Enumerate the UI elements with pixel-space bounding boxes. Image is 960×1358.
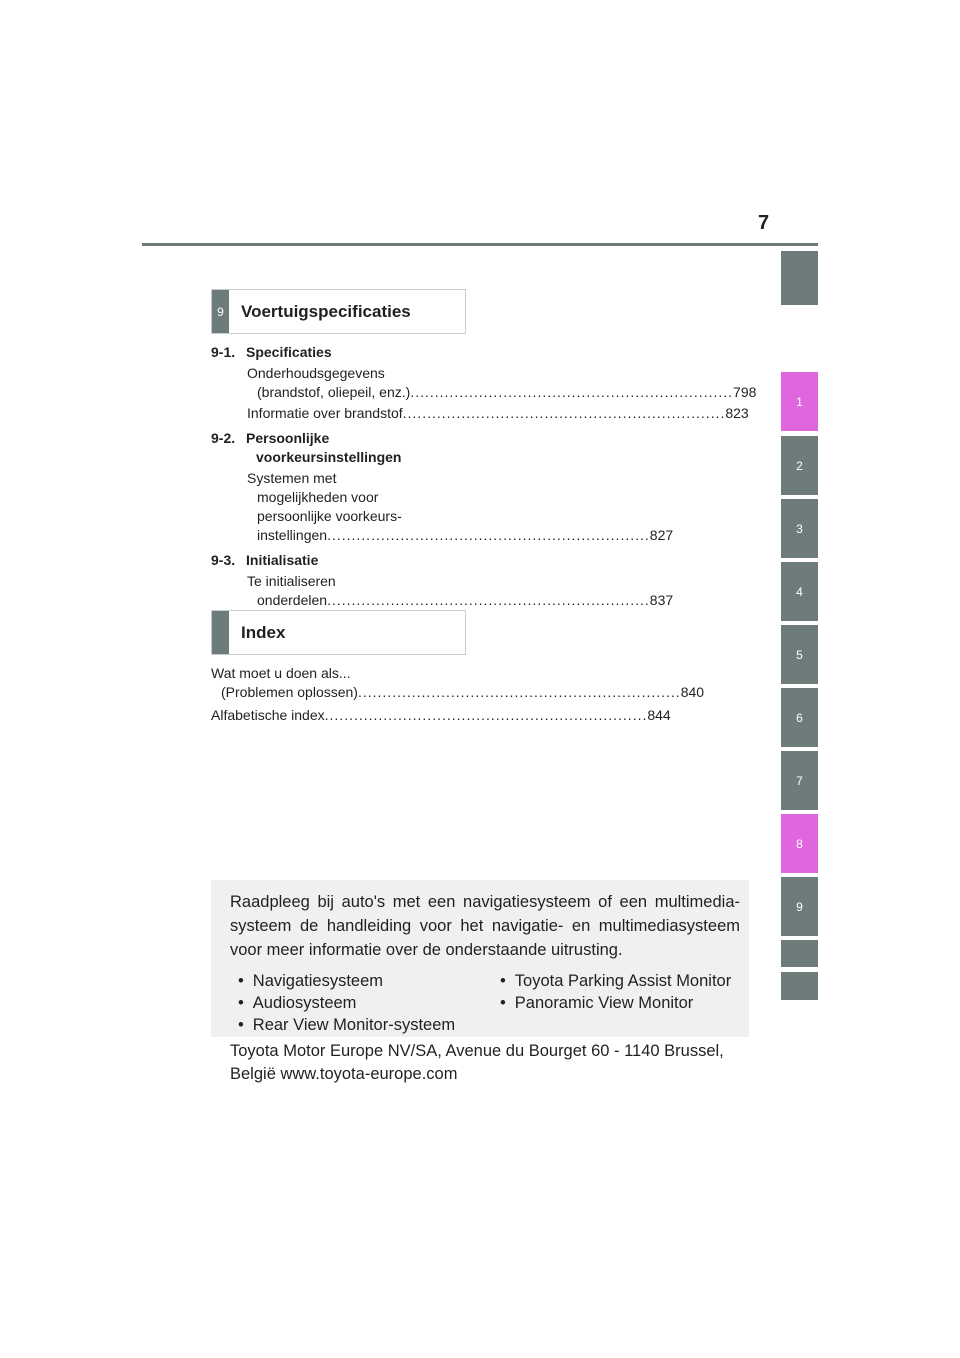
section-marker [212,611,229,654]
entry-line: mogelijkheden voor [257,489,379,505]
page-number: 7 [758,212,770,234]
page-ref: 844 [647,707,671,723]
section-tab-8[interactable]: 8 [781,814,818,873]
section-header-index[interactable] [211,610,466,655]
entry-line: Te initialiseren [247,573,336,589]
section-toc [211,343,757,610]
section-tab-3[interactable]: 3 [781,499,818,558]
toc-entry[interactable] [211,572,674,610]
toc-entry-leader[interactable] [247,591,674,610]
section-tab-blank-11[interactable] [781,972,818,1000]
dot-leader: .................................................................. [324,707,648,723]
section-tab-6[interactable]: 6 [781,688,818,747]
toc-entry-leader[interactable] [247,404,749,423]
index-entry[interactable] [211,664,705,702]
dot-leader: .................................................................. [327,527,650,543]
entry-title: (brandstof, oliepeil, enz.) [257,384,411,400]
page-ref: 823 [725,405,749,421]
section-tab-1[interactable]: 1 [781,372,818,431]
section-title: Index [241,622,286,642]
equipment-column-left [230,970,492,1036]
toc-entry-leader[interactable] [247,383,757,402]
equipment-item: • Toyota Parking Assist Monitor [492,970,740,992]
publisher-info [230,1040,750,1086]
header-rule [142,243,818,246]
entry-line: Wat moet u doen als... [211,665,351,681]
chapter-heading[interactable] [211,429,466,467]
page-ref: 798 [733,384,757,400]
toc-entry-leader[interactable] [247,526,674,545]
section-tab-5[interactable]: 5 [781,625,818,684]
entry-title: Alfabetische index [211,707,325,723]
info-box [211,880,749,1037]
equipment-list [230,970,740,1036]
chapter-title-line: voorkeursinstellingen [256,449,402,465]
chapter-title-line: Persoonlijke [246,430,330,446]
dot-leader: .................................................................. [327,592,650,608]
section-title: Voertuigspecificaties [241,301,411,321]
entry-title: (Problemen oplossen) [221,684,358,700]
section-tab-9[interactable]: 9 [781,877,818,936]
publisher-country-url: België www.toyota-europe.com [230,1065,458,1083]
toc-entry-leader[interactable] [211,683,705,702]
entry-title: Informatie over brandstof [247,405,403,421]
entry-line: persoonlijke voorkeurs- [257,508,402,524]
page-ref: 837 [649,592,674,608]
section-header-vehicle-specs[interactable] [211,289,466,334]
chapter-heading[interactable] [211,551,466,570]
equipment-column-right [492,970,740,1036]
section-tab-2[interactable]: 2 [781,436,818,495]
index-entry[interactable] [211,706,671,725]
toc-entry[interactable] [211,404,749,423]
page-ref: 827 [649,527,674,543]
toc-entry-leader[interactable] [211,706,671,725]
equipment-item: • Audiosysteem [230,992,492,1014]
publisher-address: Toyota Motor Europe NV/SA, Avenue du Bourget 60 - 1140 Brussel, [230,1042,724,1060]
chapter-number: 9-2. [211,430,236,446]
chapter-number: 9-3. [211,552,236,568]
page-ref: 840 [680,684,705,700]
toc-entry[interactable] [211,364,757,402]
chapter-number: 9-1. [211,344,236,360]
chapter-heading[interactable] [211,343,466,362]
chapter-title-line: Specificaties [246,344,332,360]
equipment-item: • Panoramic View Monitor [492,992,740,1014]
equipment-item: • Navigatiesysteem [230,970,492,992]
entry-line: Systemen met [247,470,337,486]
section-tab-7[interactable]: 7 [781,751,818,810]
section-marker: 9 [212,290,229,333]
equipment-item: • Rear View Monitor-systeem [230,1014,492,1036]
dot-leader: .................................................................. [402,405,726,421]
entry-title: instellingen [257,527,328,543]
toc-entry[interactable] [211,469,674,545]
info-text: Raadpleeg bij auto's met een navigatiesysteem of een multimedia-systeem de handleiding voor het navigatie- en multimediasysteem voor meer informatie over de onderstaande uitrusting. [230,893,740,959]
section-tab-blank-0[interactable] [781,251,818,305]
index-toc [211,664,705,725]
dot-leader: .................................................................. [410,384,734,400]
dot-leader: .................................................................. [357,684,681,700]
entry-line: Onderhoudsgegevens [247,365,385,381]
entry-title: onderdelen [257,592,328,608]
section-tab-4[interactable]: 4 [781,562,818,621]
chapter-title-line: Initialisatie [246,552,319,568]
section-tab-blank-10[interactable] [781,940,818,967]
